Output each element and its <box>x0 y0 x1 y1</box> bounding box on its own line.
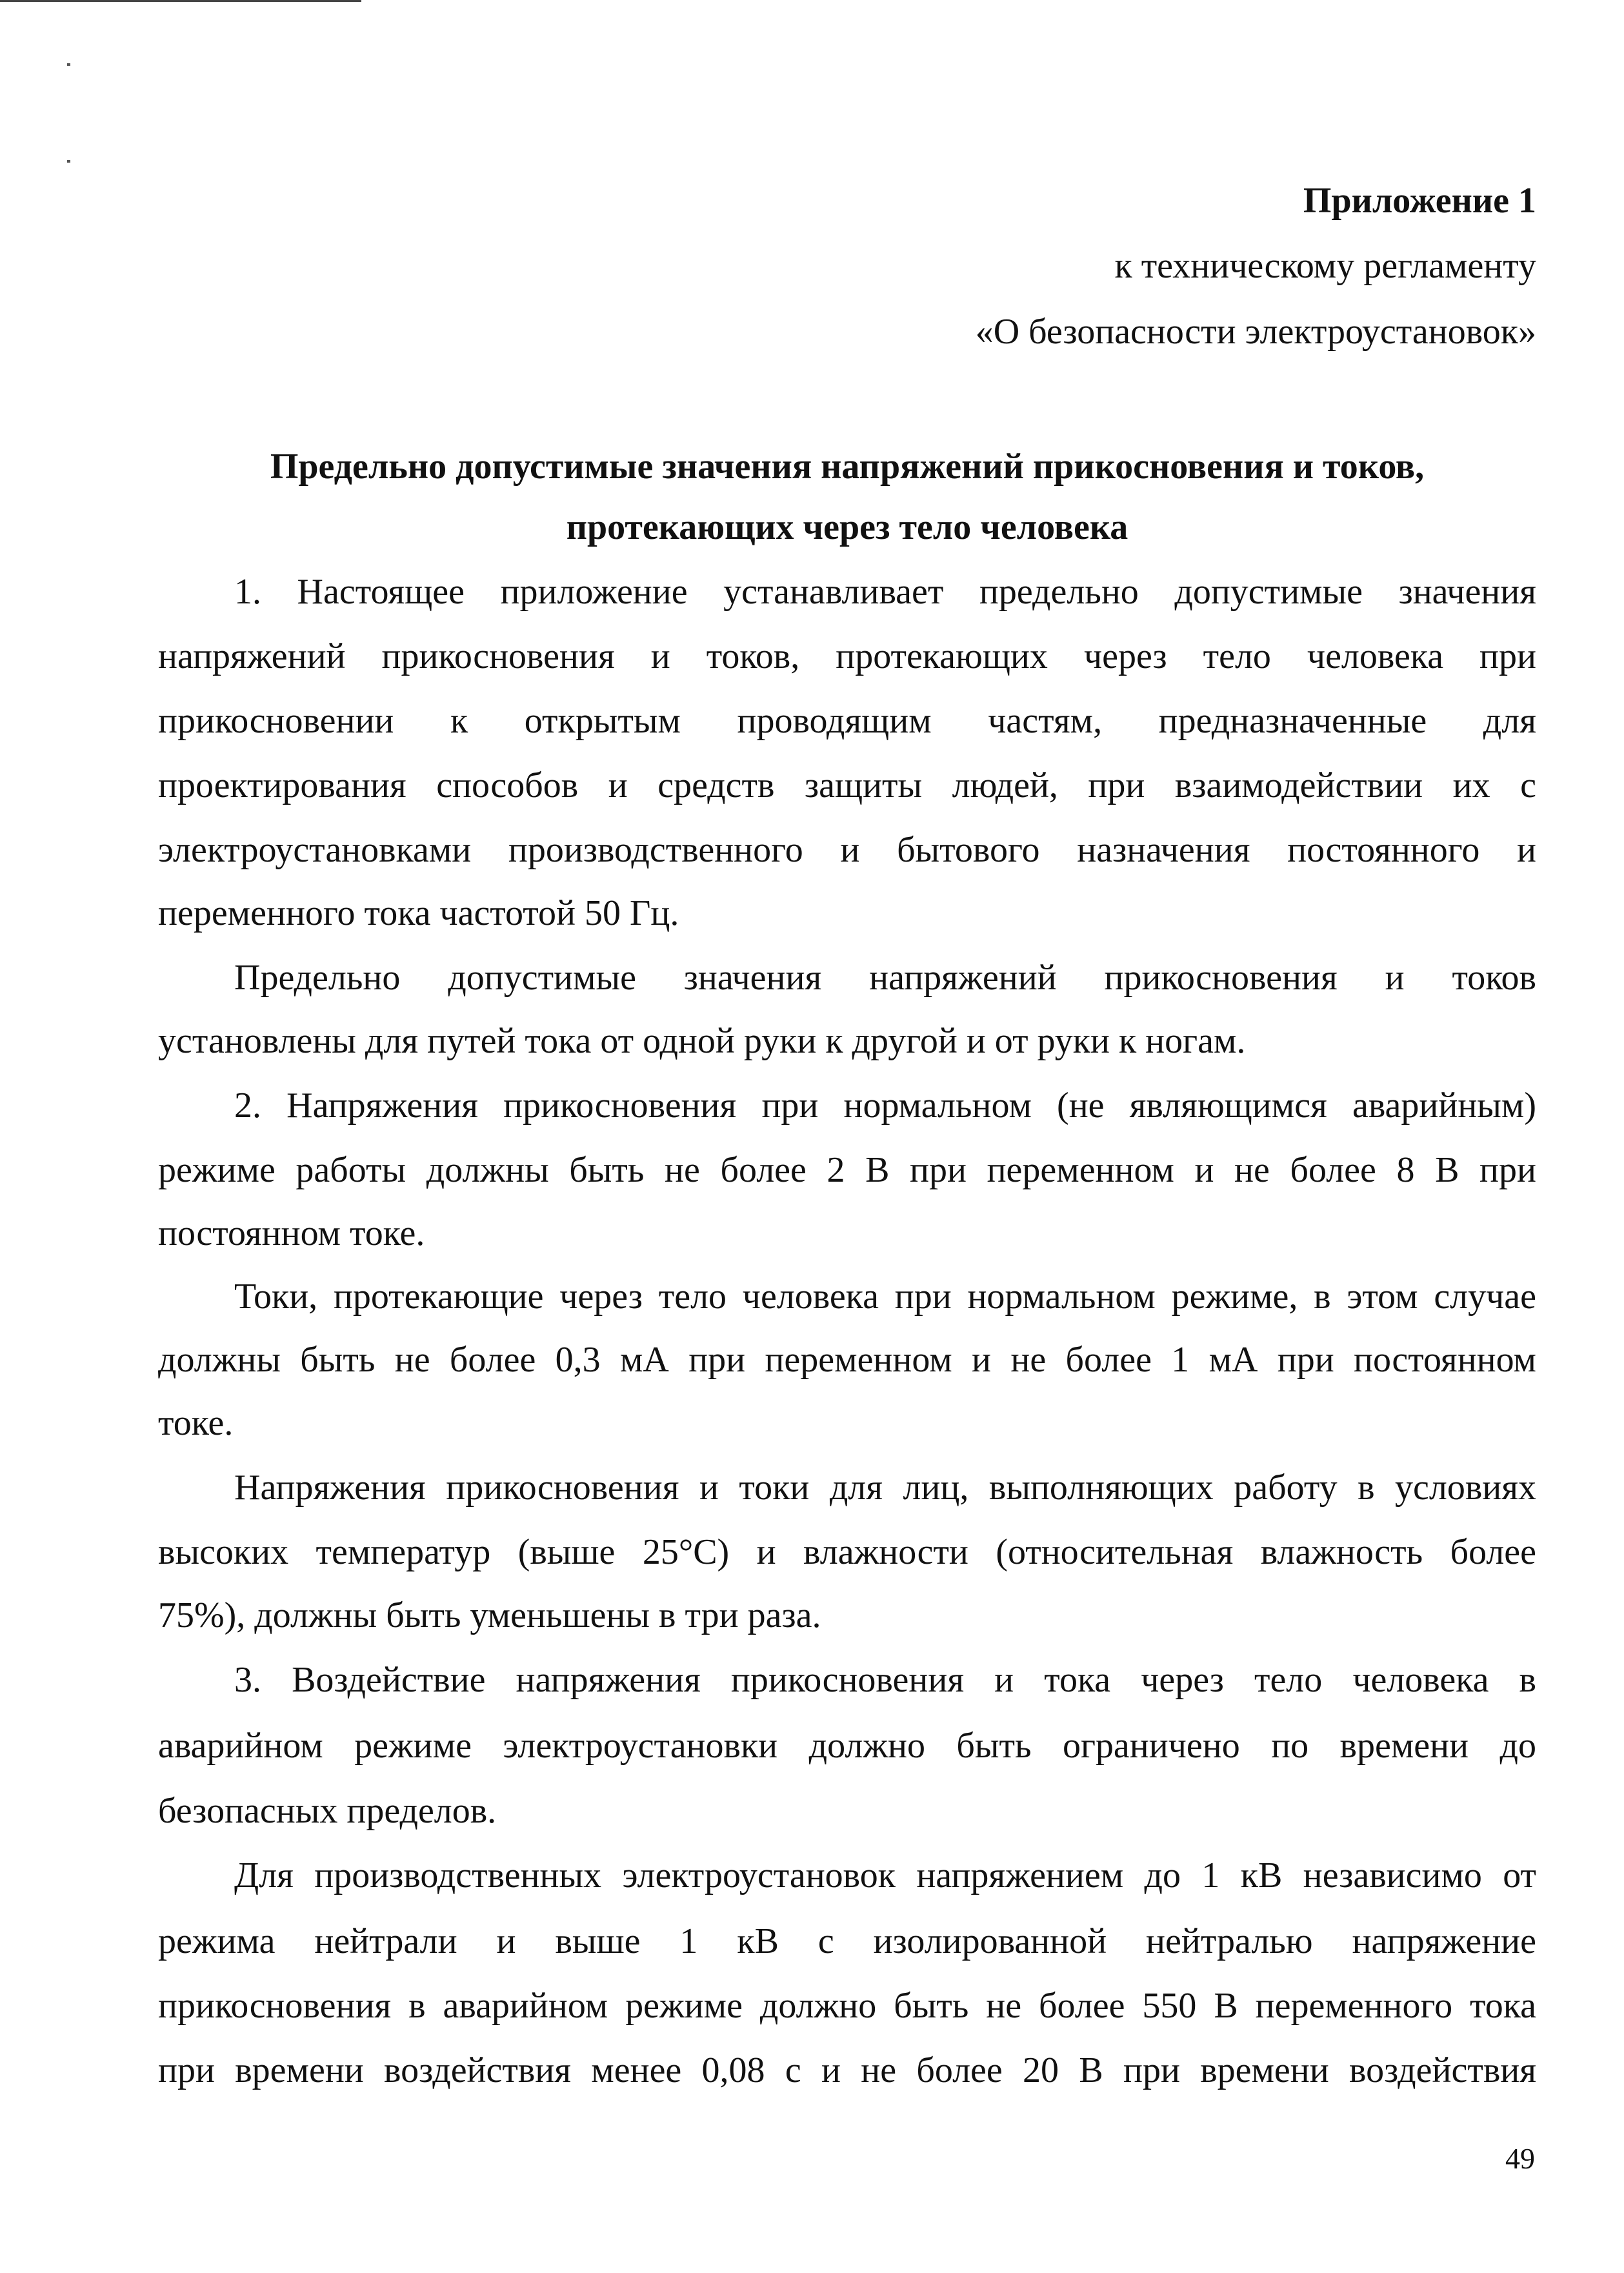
section-title-line-2: протекающих через тело человека <box>566 507 1128 547</box>
paragraph-7-line: при времени воздействия менее 0,08 с и не более 20 В при времени воздействия <box>158 2050 1536 2090</box>
paragraph-6-line: безопасных пределов. <box>158 1791 497 1831</box>
paragraph-1-line: 1. Настоящее приложение устанавливает предельно допустимые значения <box>234 572 1536 612</box>
paragraph-3-line: режиме работы должны быть не более 2 В при переменном и не более 8 В при <box>158 1150 1536 1190</box>
scan-edge-line <box>0 0 361 2</box>
paragraph-7-line: режима нейтрали и выше 1 кВ с изолированной нейтралью напряжение <box>158 1921 1536 1961</box>
paragraph-1-line: электроустановками производственного и бытового назначения постоянного и <box>158 830 1536 870</box>
scan-speck <box>67 63 70 66</box>
section-title-line-1: Предельно допустимые значения напряжений прикосновения и токов, <box>270 447 1425 487</box>
paragraph-1-line: напряжений прикосновения и токов, протекающих через тело человека при <box>158 636 1536 676</box>
paragraph-5-line: 75%), должны быть уменьшены в три раза. <box>158 1595 821 1635</box>
paragraph-1-line: проектирования способов и средств защиты людей, при взаимодействии их с <box>158 765 1536 805</box>
appendix-reference: к техническому регламенту <box>1114 246 1536 286</box>
paragraph-6-line: 3. Воздействие напряжения прикосновения и тока через тело человека в <box>234 1660 1536 1700</box>
appendix-label: Приложение 1 <box>1303 181 1536 221</box>
scan-speck <box>67 160 70 163</box>
paragraph-5-line: высоких температур (выше 25°С) и влажности (относительная влажность более <box>158 1532 1536 1572</box>
paragraph-7-line: прикосновения в аварийном режиме должно быть не более 550 В переменного тока <box>158 1986 1536 2026</box>
paragraph-2-line: установлены для путей тока от одной руки к другой и от руки к ногам. <box>158 1021 1246 1061</box>
paragraph-3-line: постоянном токе. <box>158 1213 425 1253</box>
paragraph-7-line: Для производственных электроустановок напряжением до 1 кВ независимо от <box>234 1855 1536 1895</box>
paragraph-6-line: аварийном режиме электроустановки должно быть ограничено по времени до <box>158 1726 1536 1766</box>
paragraph-4-line: токе. <box>158 1403 234 1443</box>
paragraph-3-line: 2. Напряжения прикосновения при нормальном (не являющимся аварийным) <box>234 1086 1536 1126</box>
paragraph-2-line: Предельно допустимые значения напряжений прикосновения и токов <box>234 958 1536 998</box>
page-number: 49 <box>1505 2142 1535 2175</box>
paragraph-4-line: должны быть не более 0,3 мА при переменном и не более 1 мА при постоянном <box>158 1340 1536 1380</box>
paragraph-5-line: Напряжения прикосновения и токи для лиц, выполняющих работу в условиях <box>234 1468 1536 1508</box>
paragraph-1-line: прикосновении к открытым проводящим частям, предназначенные для <box>158 701 1536 741</box>
paragraph-1-line: переменного тока частотой 50 Гц. <box>158 893 679 933</box>
paragraph-4-line: Токи, протекающие через тело человека при нормальном режиме, в этом случае <box>234 1277 1536 1317</box>
regulation-title: «О безопасности электроустановок» <box>975 312 1536 352</box>
